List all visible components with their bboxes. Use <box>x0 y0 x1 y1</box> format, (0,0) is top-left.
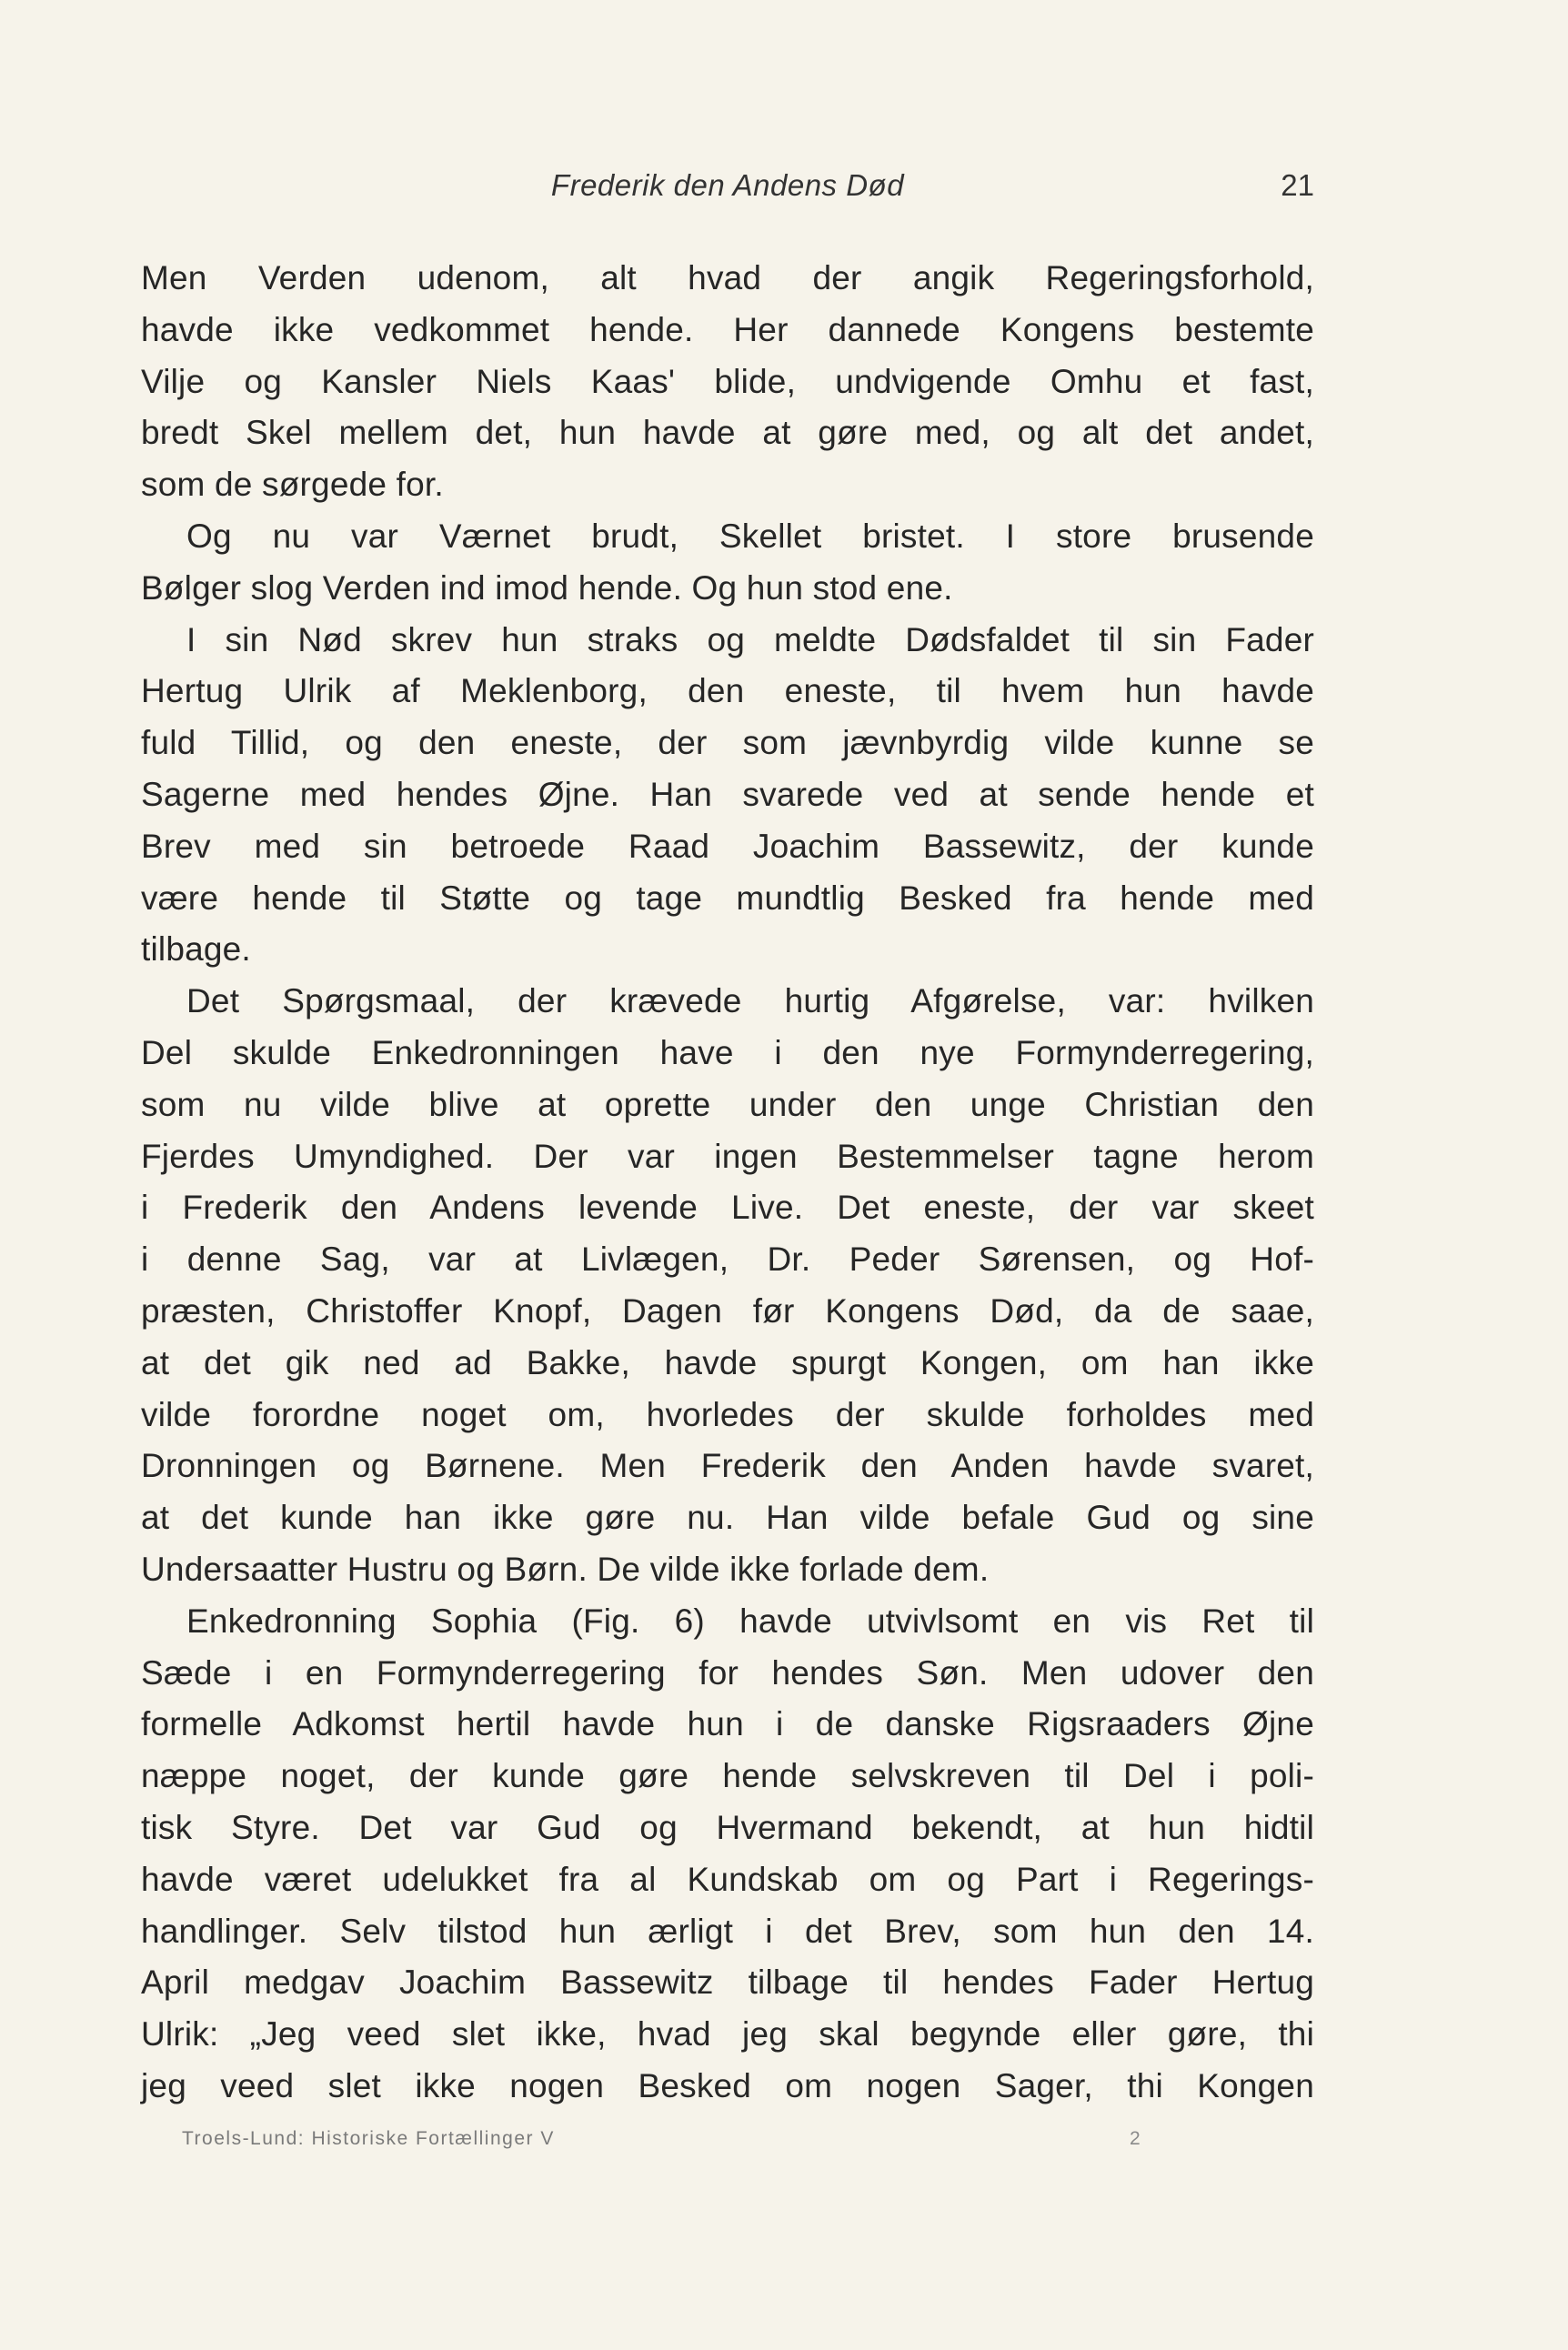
text-line: Men Verden udenom, alt hvad der angik Regeringsforhold, <box>141 259 1314 296</box>
text-line: fuld Tillid, og den eneste, der som jævnbyrdig vilde kunne se <box>141 724 1314 762</box>
text-line: Vilje og Kansler Niels Kaas' blide, undvigende Omhu et fast, <box>141 362 1314 400</box>
text-line: Og nu var Værnet brudt, Skellet bristet. I store brusende <box>186 517 1314 555</box>
text-line: Del skulde Enkedronningen have i den nye Formynderregering, <box>141 1033 1314 1071</box>
text-line: jeg veed slet ikke nogen Besked om nogen Sager, thi Kongen <box>141 2066 1314 2104</box>
text-line: næppe noget, der kunde gøre hende selvskreven til Del i poli- <box>141 1757 1314 1795</box>
text-line: som de sørgede for. <box>141 466 444 504</box>
text-line: havde ikke vedkommet hende. Her dannede Kongens bestemte <box>141 310 1314 348</box>
text-line: bredt Skel mellem det, hun havde at gøre med, og alt det andet, <box>141 414 1314 452</box>
text-line: som nu vilde blive at oprette under den unge Christian den <box>141 1085 1314 1123</box>
text-line: være hende til Støtte og tage mundtlig Besked fra hende med <box>141 879 1314 917</box>
text-line: tilbage. <box>141 930 251 969</box>
text-line: Hertug Ulrik af Meklenborg, den eneste, til hvem hun havde <box>141 672 1314 710</box>
text-line: tisk Styre. Det var Gud og Hvermand bekendt, at hun hidtil <box>141 1808 1314 1846</box>
running-head <box>141 168 1314 214</box>
text-line: Bølger slog Verden ind imod hende. Og hun stod ene. <box>141 568 953 607</box>
text-line: Brev med sin betroede Raad Joachim Bassewitz, der kunde <box>141 827 1314 865</box>
running-title: Frederik den Andens Død <box>550 168 905 202</box>
text-line: at det kunde han ikke gøre nu. Han vilde befale Gud og sine <box>141 1499 1314 1537</box>
text-line: vilde forordne noget om, hvorledes der skulde forholdes med <box>141 1395 1314 1433</box>
text-line: handlinger. Selv tilstod hun ærligt i det Brev, som hun den 14. <box>141 1912 1314 1950</box>
sheet-mark: 2 <box>1130 2128 1141 2149</box>
text-line: Sæde i en Formynderregering for hendes Søn. Men udover den <box>141 1653 1314 1692</box>
text-line: havde været udelukket fra al Kundskab om og Part i Regerings- <box>141 1860 1314 1898</box>
text-line: Fjerdes Umyndighed. Der var ingen Bestemmelser tagne herom <box>141 1137 1314 1175</box>
text-line: Det Spørgsmaal, der krævede hurtig Afgørelse, var: hvilken <box>186 982 1314 1020</box>
text-line: i Frederik den Andens levende Live. Det eneste, der var skeet <box>141 1189 1314 1227</box>
text-line: formelle Adkomst hertil havde hun i de danske Rigsraaders Øjne <box>141 1705 1314 1743</box>
printer-signature: Troels-Lund: Historiske Fortællinger V <box>182 2128 555 2149</box>
page-number: 21 <box>1281 168 1314 202</box>
text-line: at det gik ned ad Bakke, havde spurgt Kongen, om han ikke <box>141 1343 1314 1381</box>
text-line: Ulrik: „Jeg veed slet ikke, hvad jeg skal begynde eller gøre, thi <box>141 2015 1314 2054</box>
text-line: Sagerne med hendes Øjne. Han svarede ved at sende hende et <box>141 775 1314 813</box>
text-line: Dronningen og Børnene. Men Frederik den Anden havde svaret, <box>141 1447 1314 1485</box>
text-line: I sin Nød skrev hun straks og meldte Dødsfaldet til sin Fader <box>186 620 1314 658</box>
text-line: Enkedronning Sophia (Fig. 6) havde utvivlsomt en vis Ret til <box>186 1602 1314 1640</box>
text-line: Undersaatter Hustru og Børn. De vilde ikke forlade dem. <box>141 1550 990 1588</box>
text-line: April medgav Joachim Bassewitz tilbage til hendes Fader Hertug <box>141 1963 1314 2002</box>
text-line: i denne Sag, var at Livlægen, Dr. Peder Sørensen, og Hof- <box>141 1240 1314 1279</box>
body-text <box>141 253 1314 2113</box>
text-line: præsten, Christoffer Knopf, Dagen før Kongens Død, da de saae, <box>141 1291 1314 1330</box>
